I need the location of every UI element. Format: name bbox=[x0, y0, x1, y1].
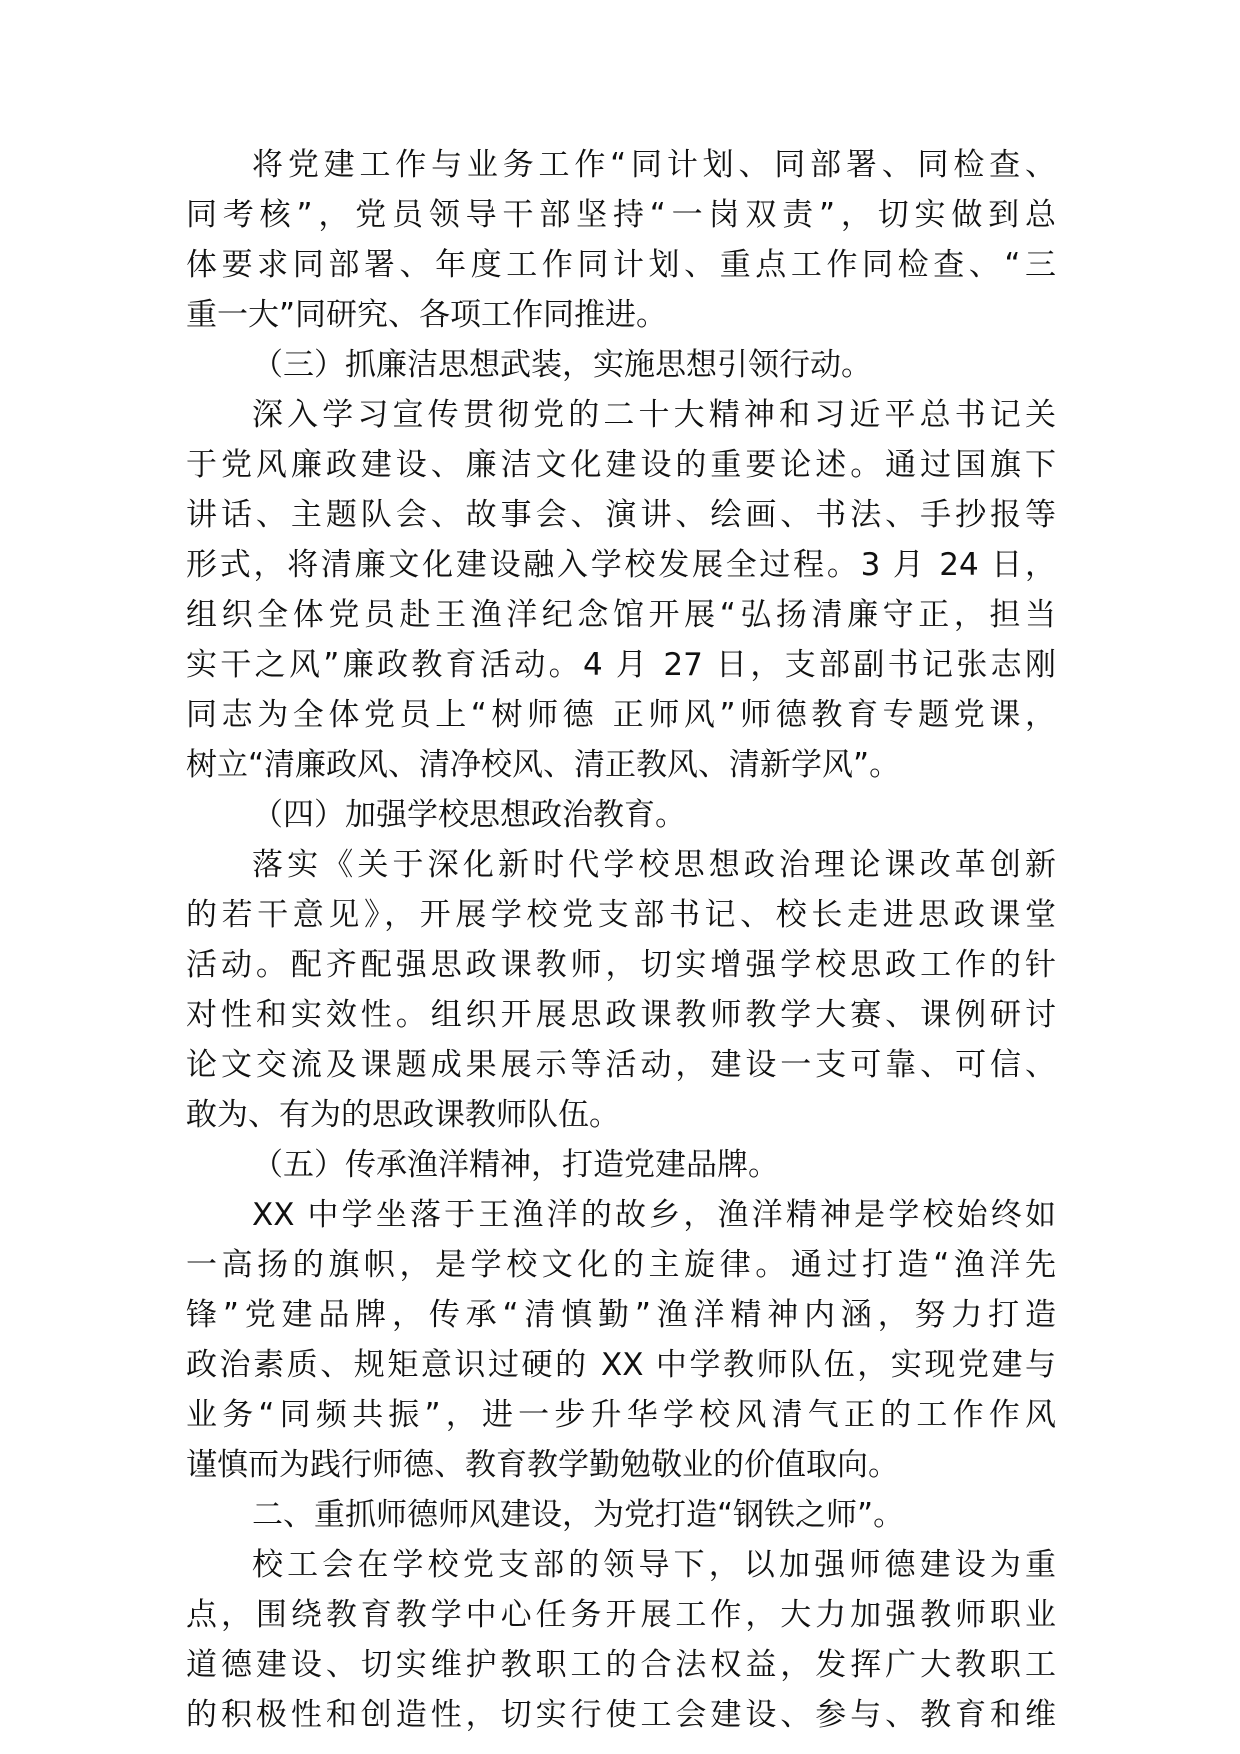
text-line: 校工会在学校党支部的领导下，以加强师德建设为重 bbox=[252, 1547, 1056, 1583]
text-line: 组织全体党员赴王渔洋纪念馆开展“弘扬清廉守正，担当 bbox=[186, 597, 1056, 633]
text-line: 一高扬的旗帜，是学校文化的主旋律。通过打造“渔洋先 bbox=[186, 1247, 1056, 1283]
text-line: 实干之风”廉政教育活动。4 月 27 日，支部副书记张志刚 bbox=[186, 647, 1056, 683]
text-line: 敢为、有为的思政课教师队伍。 bbox=[186, 1097, 620, 1133]
section-heading: 二、重抓师德师风建设，为党打造“钢铁之师”。 bbox=[252, 1497, 905, 1533]
text-line: 的积极性和创造性，切实行使工会建设、参与、教育和维 bbox=[186, 1697, 1056, 1733]
text-line: XX 中学坐落于王渔洋的故乡，渔洋精神是学校始终如 bbox=[252, 1197, 1056, 1233]
section-heading: （三）抓廉洁思想武装，实施思想引领行动。 bbox=[252, 347, 872, 383]
text-line: 谨慎而为践行师德、教育教学勤勉敬业的价值取向。 bbox=[186, 1447, 899, 1483]
text-line: 树立“清廉政风、清净校风、清正教风、清新学风”。 bbox=[186, 747, 901, 783]
text-line: 落实《关于深化新时代学校思想政治理论课改革创新 bbox=[252, 847, 1056, 883]
text-line: 体要求同部署、年度工作同计划、重点工作同检查、“三 bbox=[186, 247, 1056, 283]
section-heading: （五）传承渔洋精神，打造党建品牌。 bbox=[252, 1147, 779, 1183]
text-line: 的若干意见》，开展学校党支部书记、校长走进思政课堂 bbox=[186, 897, 1056, 933]
text-line: 同考核”，党员领导干部坚持“一岗双责”，切实做到总 bbox=[186, 197, 1056, 233]
text-line: 同志为全体党员上“树师德 正师风”师德教育专题党课， bbox=[186, 697, 1056, 733]
text-line: 将党建工作与业务工作“同计划、同部署、同检查、 bbox=[252, 147, 1056, 183]
text-line: 深入学习宣传贯彻党的二十大精神和习近平总书记关 bbox=[252, 397, 1056, 433]
text-line: 对性和实效性。组织开展思政课教师教学大赛、课例研讨 bbox=[186, 997, 1056, 1033]
text-line: 政治素质、规矩意识过硬的 XX 中学教师队伍，实现党建与 bbox=[186, 1347, 1056, 1383]
section-heading: （四）加强学校思想政治教育。 bbox=[252, 797, 686, 833]
text-line: 讲话、主题队会、故事会、演讲、绘画、书法、手抄报等 bbox=[186, 497, 1056, 533]
text-line: 业务“同频共振”，进一步升华学校风清气正的工作作风 bbox=[186, 1397, 1056, 1433]
text-line: 重一大”同研究、各项工作同推进。 bbox=[186, 297, 668, 333]
text-line: 道德建设、切实维护教职工的合法权益，发挥广大教职工 bbox=[186, 1647, 1056, 1683]
text-line: 点，围绕教育教学中心任务开展工作，大力加强教师职业 bbox=[186, 1597, 1056, 1633]
text-line: 锋”党建品牌，传承“清慎勤”渔洋精神内涵，努力打造 bbox=[186, 1297, 1056, 1333]
text-line: 论文交流及课题成果展示等活动，建设一支可靠、可信、 bbox=[186, 1047, 1056, 1083]
text-line: 于党风廉政建设、廉洁文化建设的重要论述。通过国旗下 bbox=[186, 447, 1056, 483]
text-line: 活动。配齐配强思政课教师，切实增强学校思政工作的针 bbox=[186, 947, 1056, 983]
text-line: 形式，将清廉文化建设融入学校发展全过程。3 月 24 日， bbox=[186, 547, 1056, 583]
